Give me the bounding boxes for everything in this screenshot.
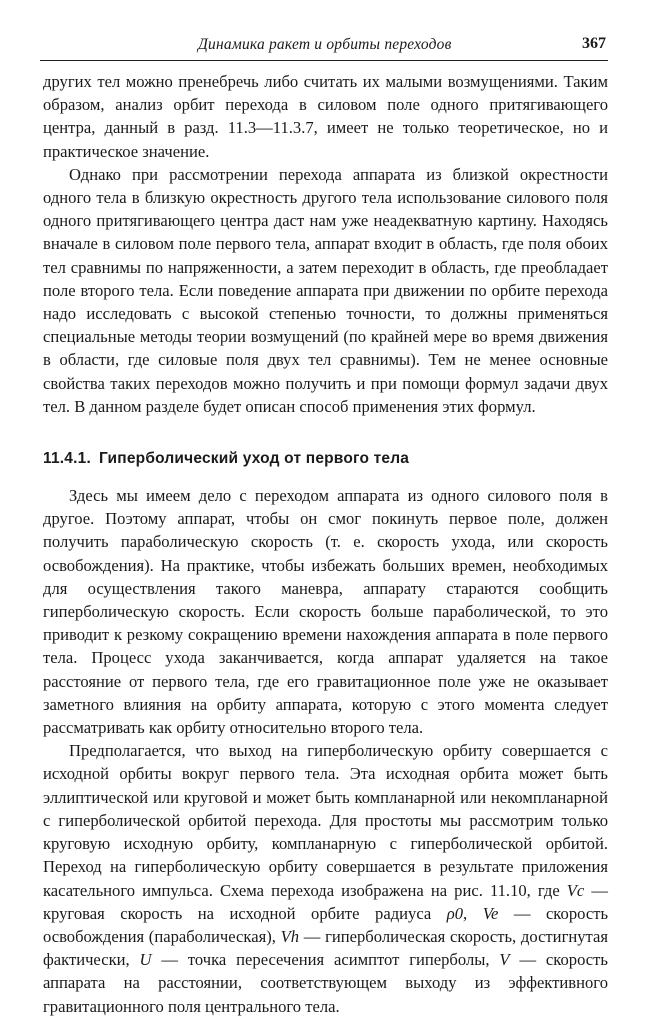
running-header bbox=[40, 34, 608, 61]
body-text bbox=[43, 70, 608, 1018]
symbol-rho0: ρ0 bbox=[446, 903, 464, 923]
section-paragraph-1: Здесь мы имеем дело с переходом аппарата из одного силового поля в другое. Поэтому аппарат, чтобы он смог покинуть первое поле, должен получить параболическую скорость (т. е. скорость ухода, или скорость освобождения). На практике, чтобы избежать больших времен, необходимых для осуществления такого маневра, аппарату стараются сообщить гиперболическую скорость. Если скорость больше параболической, то это приводит к резкому сокращению времени нахождения аппарата в поле первого тела. Процесс ухода заканчивается, когда аппарат удаляется на такое расстояние от первого тела, где его гравитационное поле уже не оказывает заметного влияния на орбиту аппарата, которую с этого момента следует рассматривать как орбиту относительно второго тела. bbox=[43, 486, 608, 738]
symbol-ve: Ve bbox=[482, 903, 499, 923]
section-title: Гиперболический уход от первого тела bbox=[98, 450, 410, 468]
symbol-vh: Vh bbox=[280, 926, 300, 946]
paragraph-text-segment: — скорость освобождения (параболическая), bbox=[43, 903, 609, 946]
paragraph-text-segment: — скорость аппарата на расстоянии, соответствующем выходу из эффективного гравитационного поля центрального тела. bbox=[43, 950, 608, 1016]
paragraph-text-segment: — точка пересечения асимптот гиперболы, bbox=[161, 950, 490, 970]
running-title: Динамика ракет и орбиты переходов bbox=[198, 36, 452, 53]
intro-paragraph-1: других тел можно пренебречь либо считать их малыми возмущениями. Таким образом, анализ орбит перехода в силовом поле одного притягивающего центра, данный в разд. 11.3—11.3.7, имеет не только теоретическое, но и практическое значение. bbox=[43, 72, 608, 161]
section-paragraph-2 bbox=[43, 739, 608, 1017]
symbol-u: U bbox=[139, 950, 152, 970]
section-heading bbox=[43, 448, 608, 470]
intro-paragraph-2: Однако при рассмотрении перехода аппарата из близкой окрестности одного тела в близкую окрестность другого тела использование силового поля одного притягивающего центра даст нам уже неадекватную картину. Находясь вначале в силовом поле первого тела, аппарат входит в область, где поля обоих тел сравнимы по напряженности, а затем переходит в область, где преобладает поле второго тела. Если поведение аппарата при движении по орбите перехода надо исследовать с высокой степенью точности, то должны применяться специальные методы теории возмущений (по крайней мере во время движения в области, где силовые поля двух тел сравнимы). Тем не менее основные свойства таких переходов можно получить и при помощи формул задачи двух тел. В данном разделе будет описан способ применения этих формул. bbox=[43, 164, 608, 416]
paragraph-text-segment: , bbox=[463, 903, 468, 923]
page-number: 367 bbox=[582, 35, 606, 52]
paragraph-text-segment: Предполагается, что выход на гиперболическую орбиту совершается с исходной орбиты вокруг первого тела. Эта исходная орбита может быть эллиптической или круговой и может быть компланарной или некомпланарной с гиперболической орбитой перехода. Для простоты мы рассмотрим только круговую исходную орбиту, компланарную с гиперболической орбитой. Переход на гиперболическую орбиту совершается в результате приложения касательного импульса. Схема перехода изображена на рис. 11.10, где bbox=[43, 741, 608, 900]
paragraph-text-segment: — круговая скорость на исходной орбите радиуса bbox=[43, 880, 608, 923]
symbol-vc: Vc bbox=[566, 880, 585, 900]
section-number: 11.4.1. bbox=[43, 450, 91, 468]
paragraph-text-segment: — гиперболическая скорость, достигнутая фактически, bbox=[43, 926, 608, 970]
symbol-v: V bbox=[499, 950, 510, 970]
